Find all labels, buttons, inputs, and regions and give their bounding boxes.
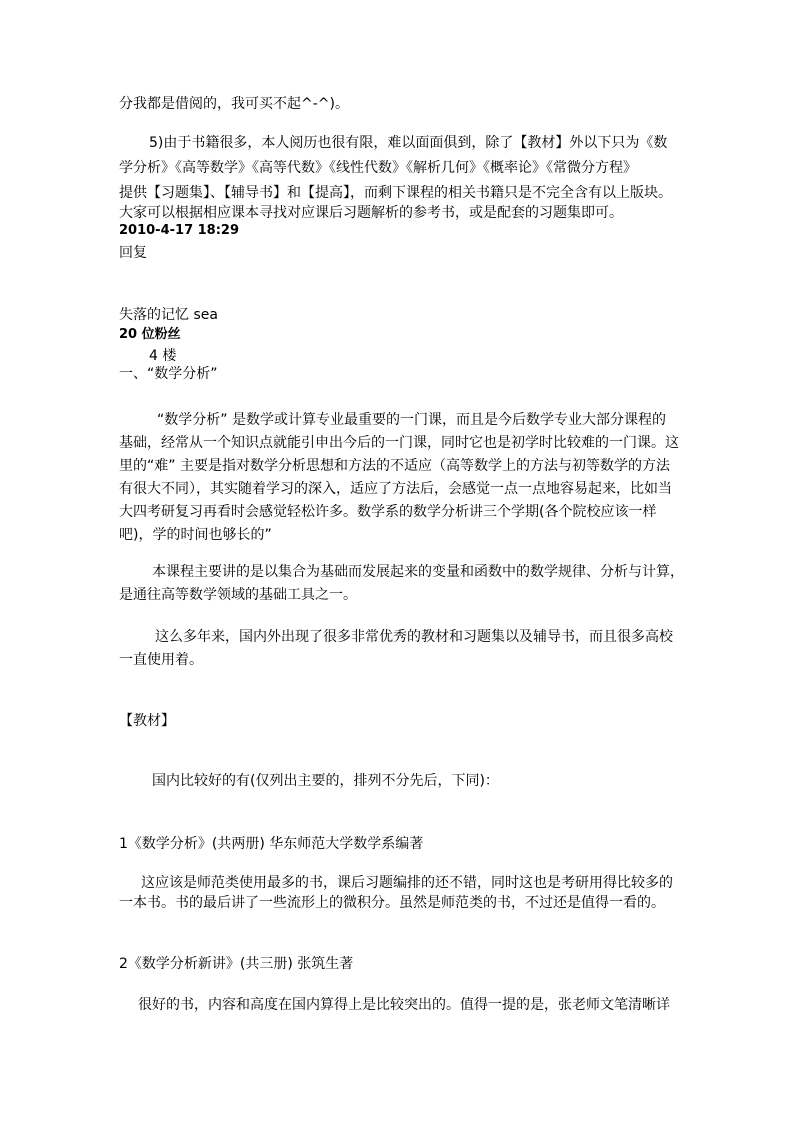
intro-line: 基础，经常从一个知识点就能引申出今后的一门课，同时它也是初学时比较难的一门课。这 bbox=[119, 435, 679, 451]
intro-line: 有很大不同），其实随着学习的深入，适应了方法后，会感觉一点一点地容易起来，比如当 bbox=[119, 481, 672, 497]
intro-line: 大四考研复习再看时会感觉轻松许多。数学系的数学分析讲三个学期(各个院校应该一样 bbox=[119, 504, 657, 520]
paragraph-5-line: 学分析》《高等数学》《高等代数》《线性代数》《解析几何》《概率论》《常微分方程》 bbox=[119, 160, 637, 176]
fans-count: 20 位粉丝 bbox=[119, 327, 181, 342]
post-timestamp: 2010-4-17 18:29 bbox=[119, 223, 240, 238]
years-line: 这么多年来，国内外出现了很多非常优秀的教材和习题集以及辅导书，而且很多高校 bbox=[155, 629, 673, 645]
username[interactable]: 失落的记忆 sea bbox=[119, 307, 218, 323]
course-line: 本课程主要讲的是以集合为基础而发展起来的变量和函数中的数学规律、分析与计算， bbox=[152, 564, 684, 580]
book-1-desc-line: 这应该是师范类使用最多的书，课后习题编排的还不错，同时这也是考研用得比较多的 bbox=[141, 875, 673, 891]
section-heading: 一、“数学分析” bbox=[119, 366, 218, 382]
course-line: 是通往高等数学领域的基础工具之一。 bbox=[119, 587, 357, 603]
intro-line: 吧)，学的时间也够长的” bbox=[119, 527, 272, 543]
reply-link[interactable]: 回复 bbox=[119, 245, 147, 261]
text-line: 分我都是借阅的，我可买不起^-^)。 bbox=[119, 96, 349, 112]
paragraph-5-line: 5)由于书籍很多，本人阅历也很有限，难以面面俱到，除了【教材】外以下只为《数 bbox=[149, 135, 668, 151]
domestic-note: 国内比较好的有(仅列出主要的，排列不分先后，下同)： bbox=[152, 773, 499, 789]
book-2-desc-line: 很好的书，内容和高度在国内算得上是比较突出的。值得一提的是，张老师文笔清晰详 bbox=[138, 997, 670, 1013]
paragraph-5-line: 提供【习题集】、【辅导书】和【提高】，而剩下课程的相关书籍只是不完全含有以上版块。 bbox=[119, 185, 672, 201]
paragraph-5-line: 大家可以根据相应课本寻找对应课后习题解析的参考书，或是配套的习题集即可。 bbox=[119, 205, 623, 221]
intro-line: 里的“难” 主要是指对数学分析思想和方法的不适应（高等数学上的方法与初等数学的方法 bbox=[119, 458, 670, 474]
years-line: 一直使用着。 bbox=[119, 652, 203, 668]
textbook-section-label: 【教材】 bbox=[119, 713, 175, 729]
book-1-desc-line: 一本书。书的最后讲了一些流形上的微积分。虽然是师范类的书，不过还是值得一看的。 bbox=[119, 895, 665, 911]
book-1-title: 1《数学分析》(共两册) 华东师范大学数学系编著 bbox=[119, 836, 424, 852]
book-2-title: 2《数学分析新讲》(共三册) 张筑生著 bbox=[119, 956, 354, 972]
floor-number: 4 楼 bbox=[149, 348, 177, 364]
intro-line: “数学分析” 是数学或计算专业最重要的一门课，而且是今后数学专业大部分课程的 bbox=[157, 412, 666, 428]
